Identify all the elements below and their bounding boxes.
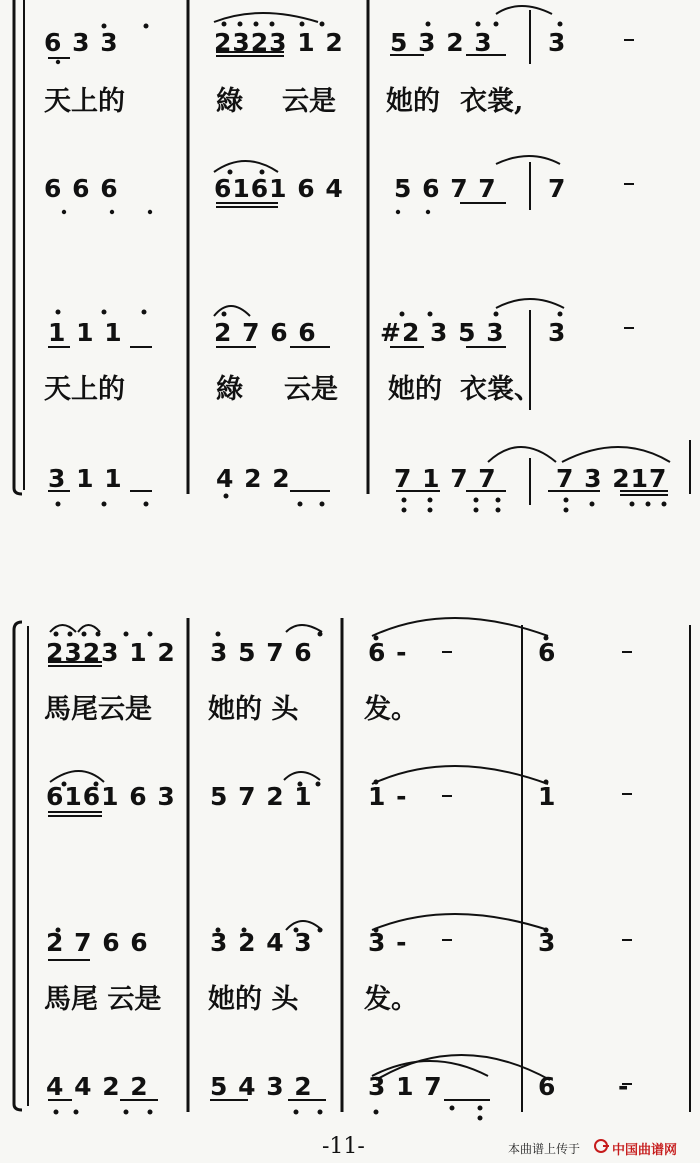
s2-l3-w2: 她的 头 <box>208 984 299 1015</box>
s1-l1-w3: 云是 <box>282 86 336 117</box>
s1-v1-m4: 3 <box>548 28 567 57</box>
s1-l3-w2: 綠 <box>216 374 243 405</box>
slur <box>286 625 322 632</box>
s2-v2-m1: 6161 6 3 <box>46 782 176 811</box>
s1-l3-w4: 她的 <box>388 374 442 405</box>
s2-v1-m4: 6 <box>538 638 557 667</box>
s1-v4-m3: 7 1 7 7 <box>394 464 497 493</box>
s1-v2-m1: 6 6 6 <box>44 174 119 203</box>
s2-v2-m3: 1 - <box>368 782 408 811</box>
s1-l1-w2: 綠 <box>216 86 243 117</box>
s1-v3-m1: 1 1 1 <box>48 318 123 347</box>
s2-v4-m2: 5 4 3 2 <box>210 1072 313 1101</box>
s1-v4-m2: 4 2 2 <box>216 464 291 493</box>
s1-v2-m3: 5 6 7 7 <box>394 174 497 203</box>
s2-v1-m1: 2323 1 2 <box>46 638 176 667</box>
slur <box>50 771 104 782</box>
octave-dots-system1 <box>56 22 667 513</box>
slur <box>496 299 564 308</box>
s1-l3-w5: 衣裳、 <box>460 374 541 405</box>
s1-l1-w1: 天上的 <box>44 86 125 117</box>
s1-v4-m1: 3 1 1 <box>48 464 123 493</box>
s1-v4-m4: 7 3 217 <box>556 464 668 493</box>
s2-v4-m3: 3 1 7 <box>368 1072 443 1101</box>
slur <box>50 625 76 632</box>
slur <box>562 447 670 462</box>
slur <box>214 306 250 316</box>
s1-l3-w3: 云是 <box>284 374 338 405</box>
slur <box>214 13 318 22</box>
s2-l3-w1: 馬尾 云是 <box>44 984 162 1015</box>
slur <box>284 772 320 780</box>
system1-bracket <box>14 0 22 494</box>
s1-l1-w5: 衣裳, <box>460 86 524 117</box>
s2-v3-m4: 3 <box>538 928 557 957</box>
s2-v2-m2: 5 7 2 1 <box>210 782 313 811</box>
slur <box>214 161 278 172</box>
s2-l3-w3: 发。 <box>364 984 418 1015</box>
site-logo-text[interactable]: 中国曲谱网 <box>612 1143 678 1158</box>
s2-l1-w3: 发。 <box>364 694 418 725</box>
slur <box>78 625 100 632</box>
s2-v1-m3: 6 - <box>368 638 408 667</box>
s2-v3-m2: 3 2 4 3 <box>210 928 313 957</box>
s1-v1-m1: 6 3 3 <box>44 28 119 57</box>
s1-v3-m2: 2 7 6 6 <box>214 318 317 347</box>
slur <box>488 447 556 462</box>
s1-v2-m2: 6161 6 4 <box>214 174 344 203</box>
s1-v1-m3: 5 3 2 3 <box>390 28 493 57</box>
s2-l1-w1: 馬尾云是 <box>44 694 152 725</box>
s1-v2-m4: 7 <box>548 174 567 203</box>
s2-l1-w2: 她的 头 <box>208 694 299 725</box>
s2-v3-m3: 3 - <box>368 928 408 957</box>
logo-icon <box>594 1138 610 1152</box>
s1-v3-m3: #2 3 5 3 <box>380 318 505 347</box>
slur <box>496 156 560 164</box>
s2-v4-rest: - <box>618 1072 630 1101</box>
s2-v1-m2: 3 5 7 6 <box>210 638 313 667</box>
s1-v3-m4: 3 <box>548 318 567 347</box>
upload-credit: 本曲谱上传于 <box>508 1142 581 1156</box>
system2-bracket <box>14 622 22 1110</box>
slur <box>496 6 552 14</box>
s2-v2-m4: 1 <box>538 782 557 811</box>
s2-v4-m1: 4 4 2 2 <box>46 1072 149 1101</box>
s2-v4-m4: 6 <box>538 1072 557 1101</box>
s1-l1-w4: 她的 <box>386 86 440 117</box>
page-number: -11- <box>322 1134 365 1159</box>
s1-v1-m2: 2323 1 2 <box>214 28 344 57</box>
s2-v3-m1: 2 7 6 6 <box>46 928 149 957</box>
s1-l3-w1: 天上的 <box>44 374 125 405</box>
